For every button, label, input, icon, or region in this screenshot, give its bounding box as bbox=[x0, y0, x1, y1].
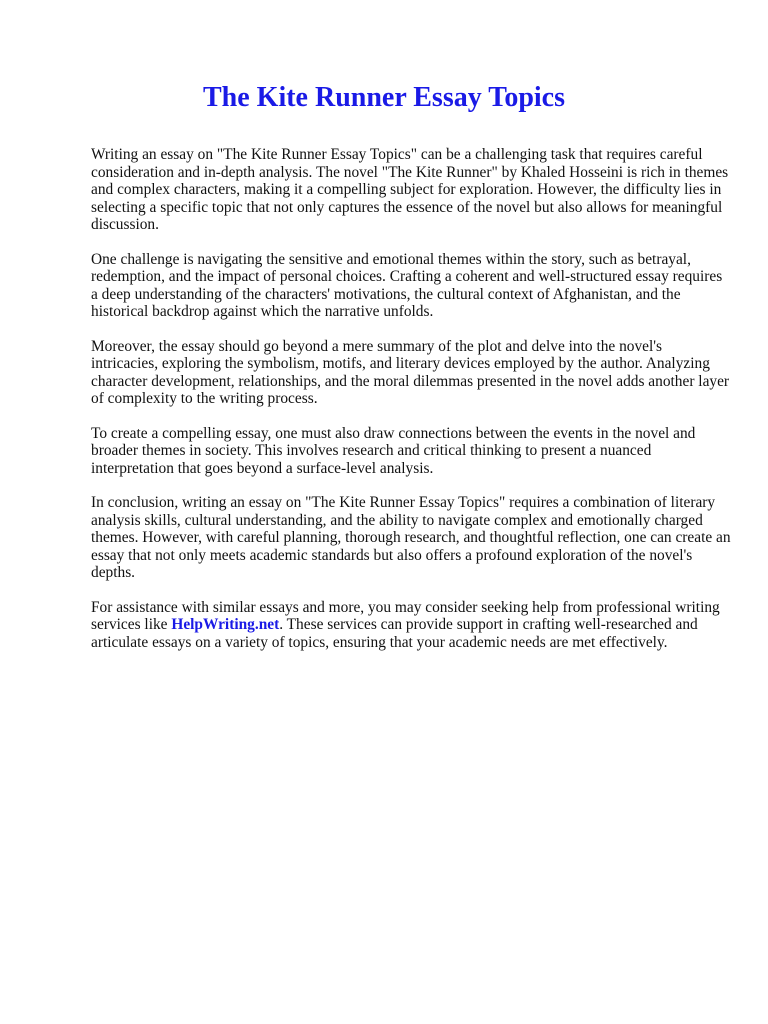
paragraph-challenge: One challenge is navigating the sensitive and emotional themes within the story, such as betrayal, redemption, and the impact of personal choices. Crafting a coherent and well-structured essay requires a deep understanding of the characters' motivations, the cultural context of Afghanistan, and the historical backdrop against which the narrative unfolds. bbox=[91, 250, 723, 320]
document-body bbox=[91, 146, 731, 668]
assistance-text-after: . These services can provide support in crafting well-researched and articulate essays on a variety of topics, ensuring that your academic needs are met effectively. bbox=[91, 616, 698, 651]
paragraph-analysis: Moreover, the essay should go beyond a mere summary of the plot and delve into the novel's intricacies, exploring the symbolism, motifs, and literary devices employed by the author. Analyzing character development, relationships, and the moral dilemmas presented in the novel adds another layer of complexity to the writing process. bbox=[91, 337, 730, 407]
paragraph-intro: Writing an essay on "The Kite Runner Essay Topics" can be a challenging task that requires careful consideration and in-depth analysis. The novel "The Kite Runner" by Khaled Hosseini is rich in themes and complex characters, making it a compelling subject for exploration. However, the difficulty lies in selecting a specific topic that not only captures the essence of the novel but also allows for meaningful discussion. bbox=[91, 146, 729, 233]
helpwriting-link[interactable]: HelpWriting.net bbox=[171, 616, 280, 633]
assistance-text-before: For assistance with similar essays and more, you may consider seeking help from professional writing services like bbox=[91, 598, 720, 633]
paragraph-conclusion: In conclusion, writing an essay on "The Kite Runner Essay Topics" requires a combination of literary analysis skills, cultural understanding, and the ability to navigate complex and emotionally charged themes. However, with careful planning, thorough research, and thoughtful reflection, one can create an essay that not only meets academic standards but also offers a profound exploration of the novel's depths. bbox=[91, 494, 731, 581]
paragraph-connections: To create a compelling essay, one must also draw connections between the events in the novel and broader themes in society. This involves research and critical thinking to present a nuanced interpretation that goes beyond a surface-level analysis. bbox=[91, 424, 696, 477]
paragraph-assistance bbox=[91, 599, 731, 652]
page-title: The Kite Runner Essay Topics bbox=[202, 82, 566, 113]
